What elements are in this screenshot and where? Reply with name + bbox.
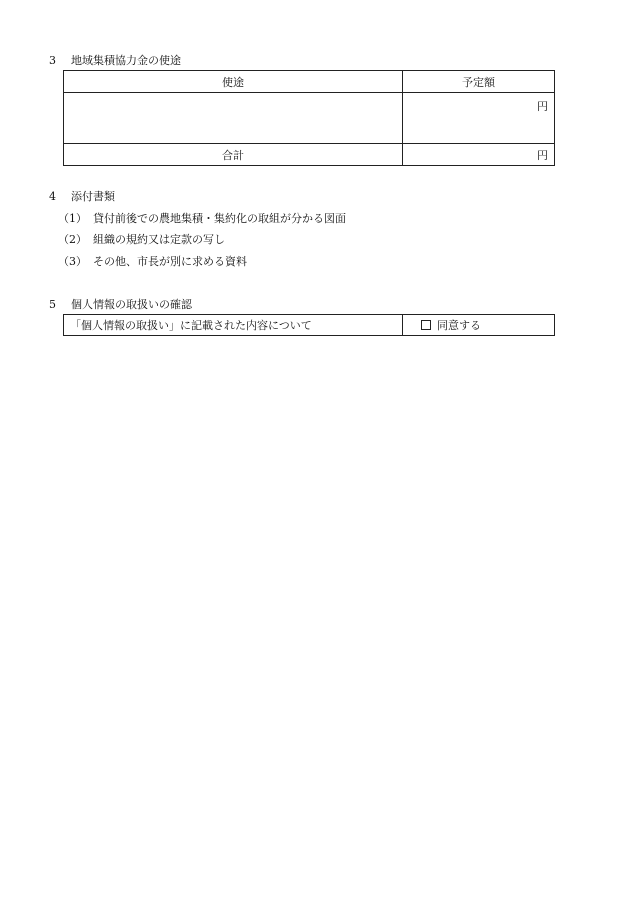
section-title: 個人情報の取扱いの確認 <box>71 298 192 311</box>
attachment-text: 組織の規約又は定款の写し <box>93 233 225 246</box>
attachment-text: 貸付前後での農地集積・集約化の取組が分かる図面 <box>93 212 346 225</box>
section-4-heading <box>49 188 115 204</box>
attachment-item <box>58 210 346 226</box>
total-label: 合計 <box>64 144 403 166</box>
section-number: 5 <box>49 298 56 311</box>
privacy-statement: 「個人情報の取扱い」に記載された内容について <box>64 315 403 336</box>
agree-checkbox[interactable] <box>421 320 431 330</box>
section-5-heading <box>49 296 192 312</box>
usage-column-header: 使途 <box>64 71 403 93</box>
usage-entry-row <box>64 93 555 144</box>
attachment-item <box>58 253 247 269</box>
attachment-number: （3） <box>58 255 87 268</box>
section-3-heading <box>49 52 181 68</box>
attachment-item <box>58 231 225 247</box>
section-number: 4 <box>49 190 56 203</box>
total-amount-field[interactable] <box>403 144 555 166</box>
attachment-number: （2） <box>58 233 87 246</box>
section-title: 添付書類 <box>71 190 115 203</box>
attachment-number: （1） <box>58 212 87 225</box>
privacy-table <box>63 314 555 336</box>
yen-unit: 円 <box>537 100 548 113</box>
section-title: 地域集積協力金の使途 <box>71 54 181 67</box>
amount-column-header: 予定額 <box>403 71 555 93</box>
usage-entry-field[interactable] <box>64 93 403 144</box>
privacy-row <box>64 315 555 336</box>
agree-label: 同意する <box>437 319 481 332</box>
yen-unit: 円 <box>537 148 548 162</box>
usage-table-header <box>64 71 555 93</box>
agree-cell <box>403 315 555 336</box>
attachment-text: その他、市長が別に求める資料 <box>93 255 247 268</box>
section-number: 3 <box>49 54 56 67</box>
amount-entry-field[interactable] <box>403 93 555 144</box>
usage-table <box>63 70 555 166</box>
total-row <box>64 144 555 166</box>
